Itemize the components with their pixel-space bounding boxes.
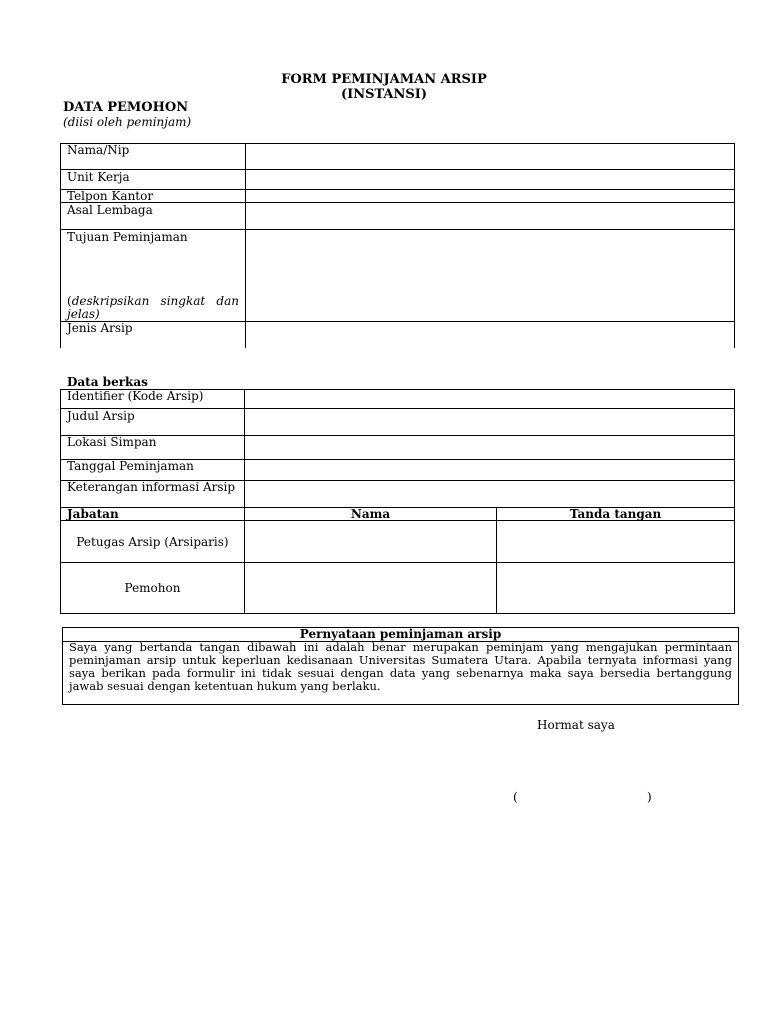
label-tujuan-peminjaman: Tujuan Peminjaman <box>67 230 188 244</box>
input-judul-arsip[interactable] <box>245 409 734 435</box>
input-unit-kerja[interactable] <box>246 170 734 189</box>
form-title: FORM PEMINJAMAN ARSIP <box>281 72 487 87</box>
purpose-hint-line2: jelas) <box>67 307 100 321</box>
input-nama-petugas[interactable] <box>245 521 496 562</box>
input-identifier[interactable] <box>245 390 734 408</box>
label-identifier: Identifier (Kode Arsip) <box>67 389 204 403</box>
label-asal-lembaga: Asal Lembaga <box>67 203 153 217</box>
files-section-title: Data berkas <box>67 375 148 389</box>
statement-line-1: Saya yang bertanda tangan dibawah ini adalah benar merupakan peminjam yang mengajukan permintaan <box>69 640 732 654</box>
input-telpon-kantor[interactable] <box>246 190 734 202</box>
signer-paren-open: ( <box>513 790 518 804</box>
label-unit-kerja: Unit Kerja <box>67 170 130 184</box>
input-asal-lembaga[interactable] <box>246 203 734 229</box>
input-tujuan-peminjaman[interactable] <box>246 230 734 321</box>
header-nama: Nama <box>350 507 391 521</box>
label-nama-nip: Nama/Nip <box>67 143 130 157</box>
signature-pemohon[interactable] <box>497 563 734 613</box>
label-telpon-kantor: Telpon Kantor <box>67 189 154 203</box>
statement-line-4: jawab sesuai dengan ketentuan hukum yang berlaku. <box>69 679 381 693</box>
input-keterangan[interactable] <box>245 481 734 507</box>
form-subtitle: (INSTANSI) <box>340 87 428 102</box>
label-lokasi-simpan: Lokasi Simpan <box>67 435 157 449</box>
input-tanggal-peminjaman[interactable] <box>245 460 734 480</box>
purpose-hint-line1: (deskripsikan singkat dan <box>67 294 239 308</box>
input-lokasi-simpan[interactable] <box>245 436 734 459</box>
signature-petugas[interactable] <box>497 521 734 562</box>
header-jabatan: Jabatan <box>67 507 119 521</box>
input-nama-nip[interactable] <box>246 144 734 169</box>
label-tanggal-peminjaman: Tanggal Peminjaman <box>67 459 194 473</box>
input-jenis-arsip[interactable] <box>246 322 734 348</box>
role-pemohon: Pemohon <box>124 581 181 595</box>
label-judul-arsip: Judul Arsip <box>67 409 135 423</box>
statement-line-2: peminjaman arsip untuk keperluan kedisanaan Universitas Sumatera Utara. Apabila ternyata informasi yang <box>69 653 732 667</box>
statement-title: Pernyataan peminjaman arsip <box>299 627 502 641</box>
closing-greeting: Hormat saya <box>537 718 615 732</box>
input-nama-pemohon[interactable] <box>245 563 496 613</box>
statement-line-3: saya berikan pada formulir ini tidak sesuai dengan data yang sebenarnya maka saya bersedia bertanggung <box>69 666 732 680</box>
label-keterangan: Keterangan informasi Arsip <box>67 480 236 494</box>
label-jenis-arsip: Jenis Arsip <box>67 321 133 335</box>
header-tanda-tangan: Tanda tangan <box>569 507 662 521</box>
signer-name-field[interactable] <box>522 790 642 806</box>
applicant-section-note: (diisi oleh peminjam) <box>63 115 192 129</box>
role-petugas-arsip: Petugas Arsip (Arsiparis) <box>76 535 229 549</box>
signer-paren-close: ) <box>647 790 652 804</box>
applicant-section-title: DATA PEMOHON <box>63 100 189 115</box>
